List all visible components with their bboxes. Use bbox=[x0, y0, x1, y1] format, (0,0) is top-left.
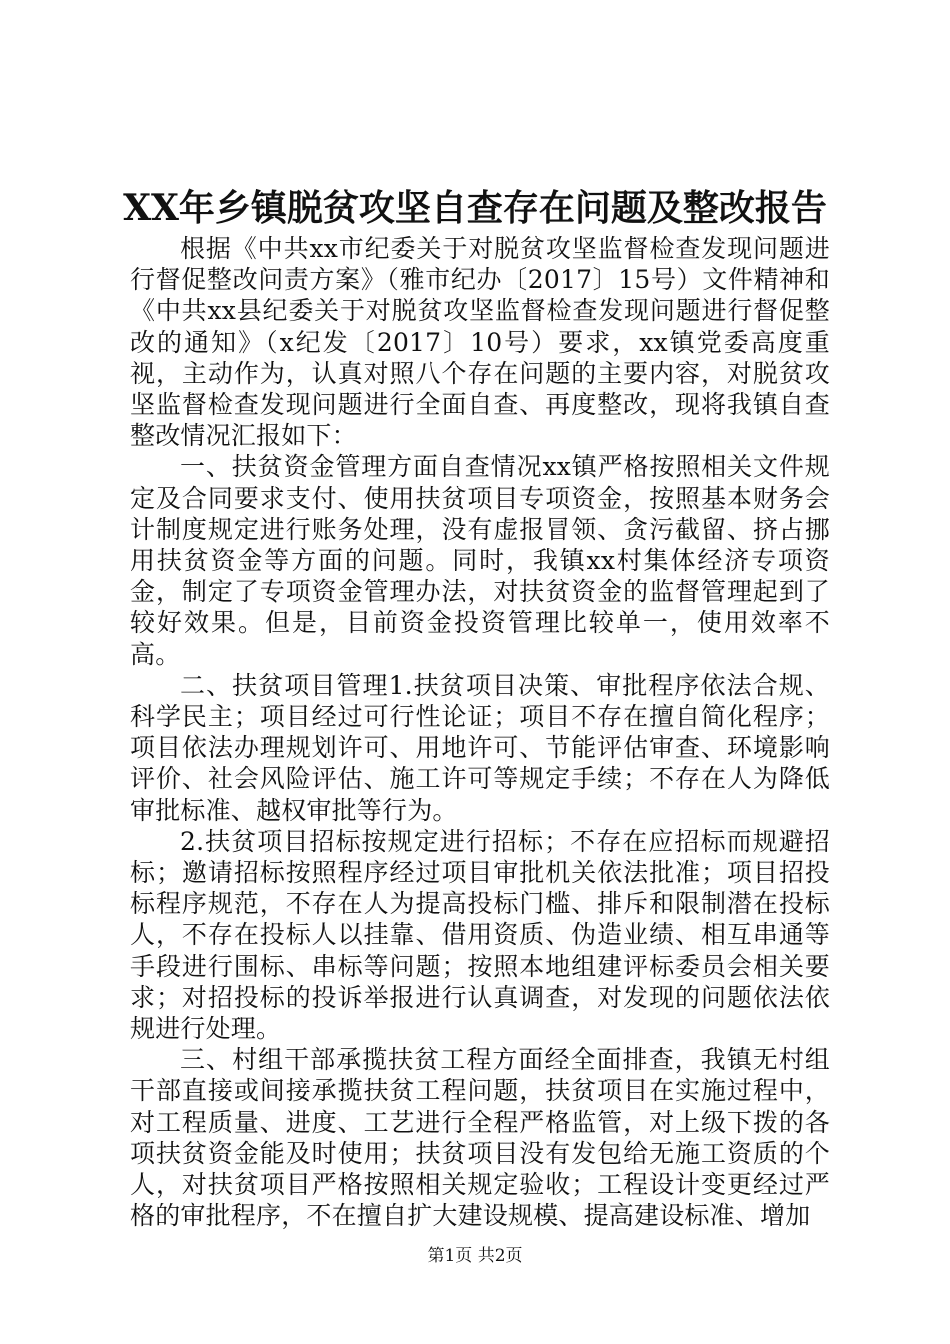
paragraph-village-cadres: 三、村组干部承揽扶贫工程方面经全面排查，我镇无村组干部直接或间接承揽扶贫工程问题，扶贫项目在实施过程中，对工程质量、进度、工艺进行全程严格监管，对上级下拨的各项扶贫资金能及时使用；扶贫项目没有发包给无施工资质的个人，对扶贫项目严格按照相关规定验收；工程设计变更经过严格的审批程序，不在擅自扩大建设规模、提高建设标准、增加 bbox=[130, 1045, 830, 1231]
paragraph-intro: 根据《中共xx市纪委关于对脱贫攻坚监督检查发现问题进行督促整改问责方案》（雅市纪办〔2017〕15号）文件精神和《中共xx县纪委关于对脱贫攻坚监督检查发现问题进行督促整改的通知》（x纪发〔2017〕10号）要求，xx镇党委高度重视，主动作为，认真对照八个存在问题的主要内容，对脱贫攻坚监督检查发现问题进行全面自查、再度整改，现将我镇自查整改情况汇报如下： bbox=[130, 234, 830, 451]
document-title: XX年乡镇脱贫攻坚自查存在问题及整改报告 bbox=[123, 187, 827, 229]
document-body bbox=[130, 233, 830, 1232]
paragraph-project-management: 二、扶贫项目管理1.扶贫项目决策、审批程序依法合规、科学民主；项目经过可行性论证；项目不存在擅自简化程序；项目依法办理规划许可、用地许可、节能评估审查、环境影响评价、社会风险评估、施工许可等规定手续；不存在人为降低审批标准、越权审批等行为。 bbox=[130, 670, 830, 825]
page-number-footer: 第1页 共2页 bbox=[427, 1246, 523, 1266]
paragraph-project-bidding: 2.扶贫项目招标按规定进行招标；不存在应招标而规避招标；邀请招标按照程序经过项目审批机关依法批准；项目招投标程序规范，不存在人为提高投标门槛、排斥和限制潜在投标人，不存在投标人以挂靠、借用资质、伪造业绩、相互串通等手段进行围标、串标等问题；按照本地组建评标委员会相关要求；对招投标的投诉举报进行认真调查，对发现的问题依法依规进行处理。 bbox=[130, 826, 830, 1044]
paragraph-fund-management: 一、扶贫资金管理方面自查情况xx镇严格按照相关文件规定及合同要求支付、使用扶贫项目专项资金，按照基本财务会计制度规定进行账务处理，没有虚报冒领、贪污截留、挤占挪用扶贫资金等方面的问题。同时，我镇xx村集体经济专项资金，制定了专项资金管理办法，对扶贫资金的监督管理起到了较好效果。但是，目前资金投资管理比较单一，使用效率不高。 bbox=[130, 452, 830, 669]
